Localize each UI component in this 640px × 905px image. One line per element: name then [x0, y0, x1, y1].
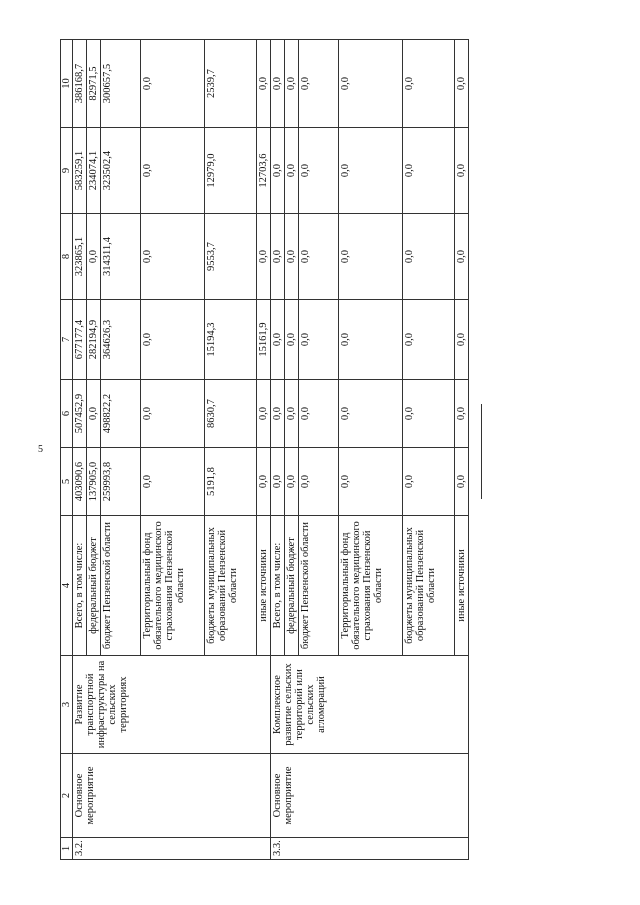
value-cell: 15161,9	[257, 300, 271, 380]
funding-source: Всего, в том числе:	[271, 516, 285, 656]
value-cell: 0,0	[271, 380, 285, 448]
header-cell: 7	[61, 300, 73, 380]
funding-source: Всего, в том числе:	[73, 516, 87, 656]
value-cell: 234074,1	[87, 128, 101, 214]
value-cell: 0,0	[403, 214, 455, 300]
header-cell: 9	[61, 128, 73, 214]
value-cell: 677177,4	[73, 300, 87, 380]
value-cell: 0,0	[455, 214, 469, 300]
value-cell: 507452,9	[73, 380, 87, 448]
value-cell: 0,0	[455, 40, 469, 128]
value-cell: 0,0	[141, 448, 205, 516]
value-cell: 8630,7	[205, 380, 257, 448]
value-cell: 9553,7	[205, 214, 257, 300]
value-cell: 0,0	[87, 214, 101, 300]
funding-table	[60, 39, 469, 860]
value-cell: 0,0	[299, 448, 339, 516]
value-cell: 15194,3	[205, 300, 257, 380]
value-cell: 0,0	[339, 40, 403, 128]
value-cell: 137905,0	[87, 448, 101, 516]
value-cell: 323502,4	[101, 128, 141, 214]
value-cell: 403090,6	[73, 448, 87, 516]
item-type: Основное мероприятие	[271, 754, 469, 838]
value-cell: 0,0	[141, 214, 205, 300]
rotated-table-container	[60, 40, 467, 860]
funding-source: иные источники	[257, 516, 271, 656]
value-cell: 0,0	[87, 380, 101, 448]
value-cell: 364626,3	[101, 300, 141, 380]
value-cell: 0,0	[455, 380, 469, 448]
value-cell: 0,0	[257, 380, 271, 448]
value-cell: 5191,8	[205, 448, 257, 516]
value-cell: 82971,5	[87, 40, 101, 128]
value-cell: 386168,7	[73, 40, 87, 128]
funding-source: федеральный бюджет	[285, 516, 299, 656]
value-cell: 0,0	[257, 214, 271, 300]
header-row	[61, 40, 73, 860]
funding-source: иные источники	[455, 516, 469, 656]
funding-source: федеральный бюджет	[87, 516, 101, 656]
value-cell: 259993,8	[101, 448, 141, 516]
header-cell: 4	[61, 516, 73, 656]
item-number: 3.2.	[73, 838, 271, 860]
value-cell: 0,0	[339, 300, 403, 380]
value-cell: 0,0	[257, 448, 271, 516]
header-cell: 5	[61, 448, 73, 516]
value-cell: 0,0	[403, 300, 455, 380]
value-cell: 0,0	[455, 300, 469, 380]
value-cell: 0,0	[455, 448, 469, 516]
value-cell: 0,0	[257, 40, 271, 128]
funding-source: бюджет Пензенской области	[299, 516, 339, 656]
value-cell: 2539,7	[205, 40, 257, 128]
value-cell: 0,0	[141, 40, 205, 128]
value-cell: 0,0	[403, 128, 455, 214]
value-cell: 0,0	[285, 448, 299, 516]
value-cell: 12703,6	[257, 128, 271, 214]
item-name: Комплексное развитие сельских территорий или сельских агломераций	[271, 656, 469, 754]
value-cell: 0,0	[285, 214, 299, 300]
value-cell: 282194,9	[87, 300, 101, 380]
item-type: Основное мероприятие	[73, 754, 271, 838]
value-cell: 498822,2	[101, 380, 141, 448]
funding-source: бюджеты муниципальных образований Пензенской области	[403, 516, 455, 656]
value-cell: 0,0	[299, 214, 339, 300]
table-row	[73, 40, 87, 860]
value-cell: 0,0	[285, 380, 299, 448]
value-cell: 0,0	[141, 380, 205, 448]
separator-line	[481, 404, 482, 499]
funding-source: бюджет Пензенской области	[101, 516, 141, 656]
value-cell: 0,0	[339, 128, 403, 214]
header-cell: 8	[61, 214, 73, 300]
value-cell: 0,0	[339, 448, 403, 516]
header-cell: 6	[61, 380, 73, 448]
value-cell: 0,0	[285, 300, 299, 380]
value-cell: 0,0	[271, 214, 285, 300]
value-cell: 0,0	[271, 128, 285, 214]
value-cell: 0,0	[141, 128, 205, 214]
header-cell: 10	[61, 40, 73, 128]
value-cell: 314311,4	[101, 214, 141, 300]
funding-source: Территориальный фонд обязательного медицинского страхования Пензенской области	[141, 516, 205, 656]
value-cell: 0,0	[455, 128, 469, 214]
value-cell: 12979,0	[205, 128, 257, 214]
value-cell: 0,0	[403, 380, 455, 448]
value-cell: 300657,5	[101, 40, 141, 128]
item-number: 3.3.	[271, 838, 469, 860]
funding-source: Территориальный фонд обязательного медицинского страхования Пензенской области	[339, 516, 403, 656]
value-cell: 0,0	[271, 300, 285, 380]
table-row	[271, 40, 285, 860]
value-cell: 583259,1	[73, 128, 87, 214]
value-cell: 0,0	[299, 300, 339, 380]
value-cell: 0,0	[271, 448, 285, 516]
value-cell: 0,0	[339, 380, 403, 448]
value-cell: 0,0	[403, 448, 455, 516]
value-cell: 0,0	[403, 40, 455, 128]
value-cell: 0,0	[285, 128, 299, 214]
value-cell: 0,0	[299, 40, 339, 128]
value-cell: 0,0	[339, 214, 403, 300]
value-cell: 0,0	[271, 40, 285, 128]
value-cell: 0,0	[141, 300, 205, 380]
page-number: 5	[38, 444, 43, 455]
value-cell: 0,0	[285, 40, 299, 128]
value-cell: 0,0	[299, 380, 339, 448]
value-cell: 323865,1	[73, 214, 87, 300]
header-cell: 3	[61, 656, 73, 754]
header-cell: 1	[61, 838, 73, 860]
item-name: Развитие транспортной инфраструктуры на сельских территориях	[73, 656, 271, 754]
funding-source: бюджеты муниципальных образований Пензенской области	[205, 516, 257, 656]
header-cell: 2	[61, 754, 73, 838]
value-cell: 0,0	[299, 128, 339, 214]
